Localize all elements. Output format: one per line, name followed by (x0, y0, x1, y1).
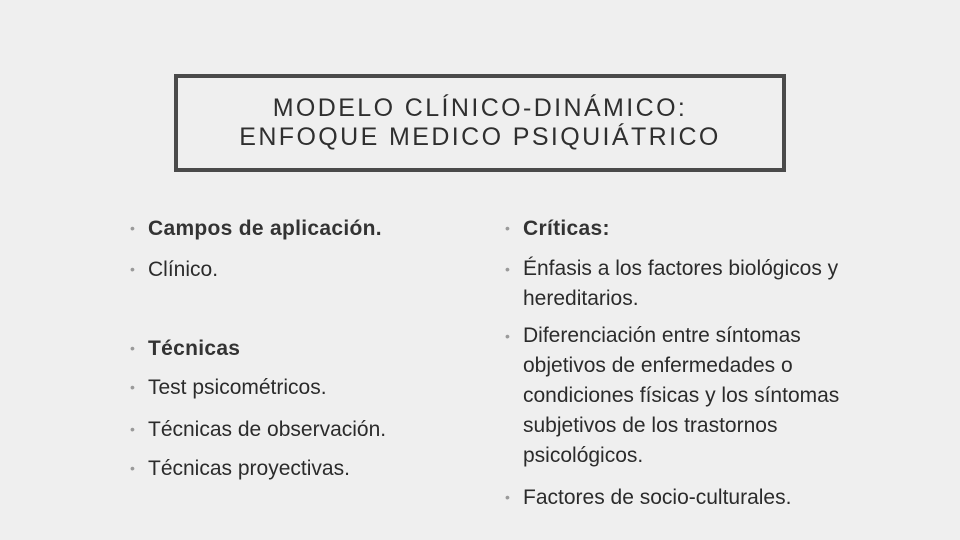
right-bullet-line: Diferenciación entre síntomas (523, 324, 801, 347)
left-bullet-text: Técnicas (148, 337, 241, 360)
bullet-dot: • (130, 220, 135, 236)
right-bullet-criticas (505, 213, 610, 244)
right-bullet-factores (505, 482, 791, 513)
right-bullet-line: psicológicos. (523, 444, 644, 467)
left-bullet-tecnicas (130, 333, 240, 364)
bullet-dot: • (130, 379, 135, 395)
slide-title-box (174, 74, 786, 172)
left-bullet-proyectivas (130, 453, 350, 484)
right-bullet-text: Factores de socio-culturales. (523, 486, 792, 509)
bullet-dot: • (130, 261, 135, 277)
left-bullet-text: Técnicas proyectivas. (148, 457, 350, 480)
left-bullet-text: Campos de aplicación. (148, 217, 382, 240)
slide-title-line-1: MODELO CLÍNICO-DINÁMICO: (272, 94, 688, 122)
slide-title-line-2: ENFOQUE MEDICO PSIQUIÁTRICO (239, 123, 721, 151)
left-bullet-text: Técnicas de observación. (148, 418, 387, 441)
bullet-dot: • (130, 460, 135, 476)
bullet-dot: • (505, 489, 510, 505)
bullet-dot: • (505, 328, 510, 344)
bullet-dot: • (505, 220, 510, 236)
left-bullet-clinico (130, 254, 218, 285)
right-bullet-diferenciacion (505, 321, 839, 471)
right-bullet-text (523, 321, 839, 471)
left-bullet-observacion (130, 414, 386, 445)
bullet-dot: • (130, 421, 135, 437)
bullet-dot: • (130, 340, 135, 356)
right-bullet-line: condiciones físicas y los síntomas (523, 384, 840, 407)
right-bullet-text (523, 254, 838, 314)
right-bullet-enfasis (505, 254, 838, 314)
left-bullet-text: Test psicométricos. (148, 376, 327, 399)
left-bullet-campos (130, 213, 382, 244)
right-bullet-line: Énfasis a los factores biológicos y (523, 257, 839, 280)
left-bullet-text: Clínico. (148, 258, 219, 281)
left-bullet-test (130, 372, 327, 403)
right-bullet-line: subjetivos de los trastornos (523, 414, 778, 437)
right-bullet-line: objetivos de enfermedades o (523, 354, 793, 377)
bullet-dot: • (505, 261, 510, 277)
right-bullet-text: Críticas: (523, 217, 610, 240)
right-bullet-line: hereditarios. (523, 287, 639, 310)
